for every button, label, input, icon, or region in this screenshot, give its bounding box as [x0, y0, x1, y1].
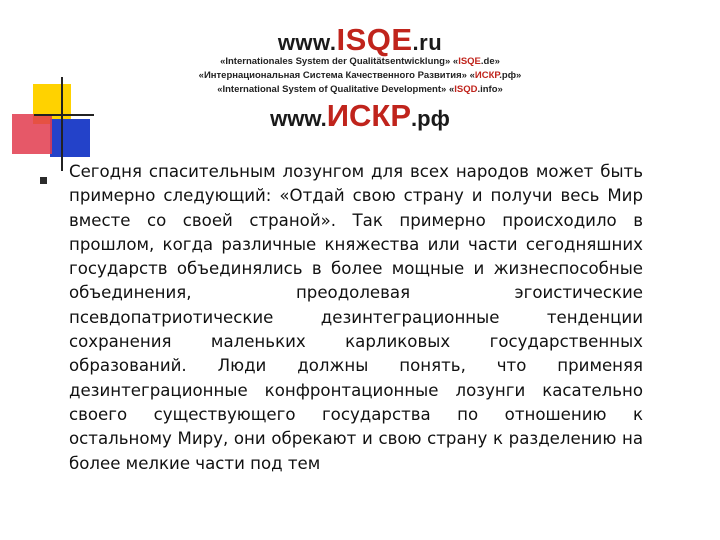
tagline-russian — [0, 70, 720, 81]
site1-prefix: www. — [277, 30, 337, 55]
tagline-english — [0, 84, 720, 95]
decor-red-square — [12, 114, 52, 154]
bullet-square-icon — [40, 177, 47, 184]
header — [0, 0, 720, 140]
tagline3-suffix: .info» — [477, 84, 503, 95]
site1-suffix: .ru — [412, 30, 443, 55]
site-url-iskr — [0, 98, 720, 134]
tagline3-brand: ISQD — [454, 84, 478, 95]
tagline2-brand: ИСКР — [474, 70, 500, 81]
decor-vertical-line — [61, 77, 63, 171]
tagline1-suffix: .de» — [480, 56, 500, 67]
tagline3-text: «International System of Qualitative Development» « — [217, 84, 455, 95]
site1-brand: ISQE — [336, 22, 413, 57]
site2-suffix: .рф — [411, 106, 450, 131]
decor-horizontal-line — [34, 114, 94, 116]
main-paragraph: Сегодня спасительным лозунгом для всех народов может быть примерно следующий: «Отдай свою страну и получи весь Мир вместе со своей страной». Так примерно происходило в прошлом, когда различные княжества или части сегодняшних государств объединялись в более мощные и жизнеспособные объединения, преодолевая эгоистические псевдопатриотические дезинтеграционные тенденции сохранения маленьких карликовых государственных образований. Люди должны понять, что применяя дезинтеграционные конфронтационные лозунги касательно своего существующего государства по отношению к остальному Миру, они обрекают и свою страну к разделению на более мелкие части под тем — [69, 162, 643, 473]
site2-brand: ИСКР — [326, 98, 412, 133]
tagline2-suffix: .рф» — [499, 70, 522, 81]
tagline-german — [0, 56, 720, 67]
tagline2-text: «Интернациональная Система Качественного Развития» « — [198, 70, 475, 81]
tagline1-brand: ISQE — [458, 56, 481, 67]
site2-prefix: www. — [270, 106, 327, 131]
site-url-isqe — [0, 22, 720, 58]
tagline1-text: «Internationales System der Qualitätsentwicklung» « — [220, 56, 459, 67]
decor-blue-square — [50, 119, 90, 157]
